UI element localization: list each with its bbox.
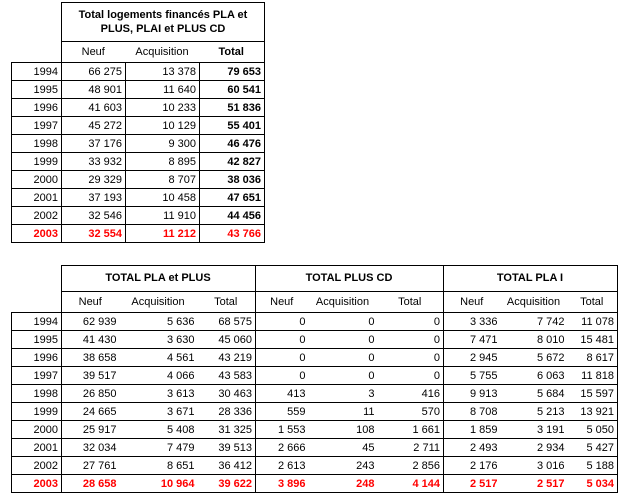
acquisition-cell: 5 408	[120, 421, 198, 439]
total-cell: 43 583	[198, 367, 256, 385]
acquisition-cell: 2 517	[501, 475, 568, 493]
header-total: Total	[200, 42, 265, 63]
neuf-cell: 9 913	[444, 385, 501, 403]
neuf-cell: 24 665	[62, 403, 120, 421]
neuf-cell: 5 755	[444, 367, 501, 385]
acquisition-cell: 10 233	[126, 99, 200, 117]
acquisition-cell: 11 910	[126, 207, 200, 225]
total-cell: 45 060	[198, 331, 256, 349]
total-cell: 4 144	[378, 475, 444, 493]
table-row	[12, 153, 265, 171]
header-acquisition: Acquisition	[120, 292, 198, 313]
neuf-cell: 33 932	[62, 153, 126, 171]
acquisition-cell: 10 964	[120, 475, 198, 493]
neuf-cell: 2 493	[444, 439, 501, 457]
year-cell: 1997	[12, 367, 62, 385]
table-row	[12, 135, 265, 153]
table-row	[12, 99, 265, 117]
total-cell: 38 036	[200, 171, 265, 189]
acquisition-cell: 5 672	[501, 349, 568, 367]
acquisition-cell: 5 213	[501, 403, 568, 421]
neuf-cell: 0	[256, 313, 309, 331]
table-row	[12, 171, 265, 189]
neuf-cell: 7 471	[444, 331, 501, 349]
neuf-cell: 37 176	[62, 135, 126, 153]
total-cell: 5 034	[568, 475, 618, 493]
acquisition-cell: 13 378	[126, 63, 200, 81]
neuf-cell: 27 761	[62, 457, 120, 475]
total-cell: 79 653	[200, 63, 265, 81]
neuf-cell: 32 554	[62, 225, 126, 243]
acquisition-cell: 248	[309, 475, 378, 493]
table-row	[12, 225, 265, 243]
neuf-cell: 32 034	[62, 439, 120, 457]
year-cell: 2000	[12, 171, 62, 189]
total-cell: 68 575	[198, 313, 256, 331]
summary-table	[11, 2, 265, 243]
acquisition-cell: 10 458	[126, 189, 200, 207]
header-total: Total	[568, 292, 618, 313]
total-cell: 43 766	[200, 225, 265, 243]
corner-cell	[12, 266, 62, 292]
neuf-cell: 2 666	[256, 439, 309, 457]
total-cell: 39 513	[198, 439, 256, 457]
neuf-cell: 48 901	[62, 81, 126, 99]
year-cell: 2001	[12, 189, 62, 207]
year-cell: 2003	[12, 475, 62, 493]
acquisition-cell: 0	[309, 313, 378, 331]
acquisition-cell: 9 300	[126, 135, 200, 153]
table-row	[12, 81, 265, 99]
acquisition-cell: 11 212	[126, 225, 200, 243]
total-cell: 55 401	[200, 117, 265, 135]
corner-cell	[12, 42, 62, 63]
year-cell: 2000	[12, 421, 62, 439]
total-cell: 13 921	[568, 403, 618, 421]
total-cell: 44 456	[200, 207, 265, 225]
total-cell: 15 481	[568, 331, 618, 349]
neuf-cell: 3 896	[256, 475, 309, 493]
neuf-cell: 28 658	[62, 475, 120, 493]
total-cell: 28 336	[198, 403, 256, 421]
acquisition-cell: 5 684	[501, 385, 568, 403]
header-acquisition: Acquisition	[501, 292, 568, 313]
table-row	[12, 421, 618, 439]
acquisition-cell: 3 671	[120, 403, 198, 421]
acquisition-cell: 3 191	[501, 421, 568, 439]
neuf-cell: 66 275	[62, 63, 126, 81]
acquisition-cell: 8 651	[120, 457, 198, 475]
header-neuf: Neuf	[62, 42, 126, 63]
table-row	[12, 367, 618, 385]
neuf-cell: 62 939	[62, 313, 120, 331]
total-cell: 36 412	[198, 457, 256, 475]
neuf-cell: 39 517	[62, 367, 120, 385]
neuf-cell: 1 553	[256, 421, 309, 439]
year-cell: 2002	[12, 207, 62, 225]
table-row	[12, 385, 618, 403]
total-cell: 2 856	[378, 457, 444, 475]
table-row	[12, 349, 618, 367]
summary-table-title: Total logements financés PLA et PLUS, PLAI et PLUS CD	[62, 3, 265, 42]
acquisition-cell: 11 640	[126, 81, 200, 99]
neuf-cell: 2 945	[444, 349, 501, 367]
year-cell: 1999	[12, 153, 62, 171]
year-cell: 1998	[12, 385, 62, 403]
neuf-cell: 29 329	[62, 171, 126, 189]
neuf-cell: 559	[256, 403, 309, 421]
total-cell: 0	[378, 331, 444, 349]
total-cell: 51 836	[200, 99, 265, 117]
acquisition-cell: 3	[309, 385, 378, 403]
neuf-cell: 32 546	[62, 207, 126, 225]
neuf-cell: 0	[256, 367, 309, 385]
total-cell: 47 651	[200, 189, 265, 207]
neuf-cell: 37 193	[62, 189, 126, 207]
table-row	[12, 117, 265, 135]
table-row	[12, 313, 618, 331]
total-cell: 11 078	[568, 313, 618, 331]
total-cell: 1 661	[378, 421, 444, 439]
table-row	[12, 331, 618, 349]
acquisition-cell: 0	[309, 349, 378, 367]
total-cell: 5 427	[568, 439, 618, 457]
acquisition-cell: 2 934	[501, 439, 568, 457]
total-cell: 43 219	[198, 349, 256, 367]
neuf-cell: 0	[256, 349, 309, 367]
header-neuf: Neuf	[444, 292, 501, 313]
neuf-cell: 3 336	[444, 313, 501, 331]
total-cell: 416	[378, 385, 444, 403]
acquisition-cell: 10 129	[126, 117, 200, 135]
acquisition-cell: 7 479	[120, 439, 198, 457]
total-cell: 11 818	[568, 367, 618, 385]
acquisition-cell: 4 561	[120, 349, 198, 367]
header-acquisition: Acquisition	[309, 292, 378, 313]
year-cell: 1994	[12, 313, 62, 331]
year-cell: 1995	[12, 331, 62, 349]
total-cell: 8 617	[568, 349, 618, 367]
table-row	[12, 457, 618, 475]
acquisition-cell: 3 630	[120, 331, 198, 349]
acquisition-cell: 108	[309, 421, 378, 439]
total-cell: 30 463	[198, 385, 256, 403]
group-header-plus-cd: TOTAL PLUS CD	[256, 266, 444, 292]
total-cell: 570	[378, 403, 444, 421]
neuf-cell: 8 708	[444, 403, 501, 421]
neuf-cell: 41 603	[62, 99, 126, 117]
year-cell: 1999	[12, 403, 62, 421]
neuf-cell: 1 859	[444, 421, 501, 439]
header-neuf: Neuf	[62, 292, 120, 313]
acquisition-cell: 7 742	[501, 313, 568, 331]
acquisition-cell: 45	[309, 439, 378, 457]
acquisition-cell: 3 613	[120, 385, 198, 403]
neuf-cell: 2 176	[444, 457, 501, 475]
corner-cell	[12, 292, 62, 313]
total-cell: 0	[378, 367, 444, 385]
acquisition-cell: 4 066	[120, 367, 198, 385]
total-cell: 5 188	[568, 457, 618, 475]
total-cell: 60 541	[200, 81, 265, 99]
total-cell: 0	[378, 313, 444, 331]
table-row	[12, 403, 618, 421]
neuf-cell: 413	[256, 385, 309, 403]
header-acquisition: Acquisition	[126, 42, 200, 63]
corner-cell	[12, 3, 62, 42]
table-row	[12, 189, 265, 207]
total-cell: 39 622	[198, 475, 256, 493]
acquisition-cell: 0	[309, 331, 378, 349]
year-cell: 1994	[12, 63, 62, 81]
neuf-cell: 41 430	[62, 331, 120, 349]
year-cell: 2001	[12, 439, 62, 457]
neuf-cell: 0	[256, 331, 309, 349]
total-cell: 15 597	[568, 385, 618, 403]
acquisition-cell: 0	[309, 367, 378, 385]
header-total: Total	[378, 292, 444, 313]
neuf-cell: 2 517	[444, 475, 501, 493]
acquisition-cell: 5 636	[120, 313, 198, 331]
neuf-cell: 38 658	[62, 349, 120, 367]
year-cell: 2002	[12, 457, 62, 475]
table-row	[12, 207, 265, 225]
year-cell: 1996	[12, 349, 62, 367]
group-header-pla-plus: TOTAL PLA et PLUS	[62, 266, 256, 292]
year-cell: 1998	[12, 135, 62, 153]
acquisition-cell: 8 010	[501, 331, 568, 349]
neuf-cell: 25 917	[62, 421, 120, 439]
acquisition-cell: 3 016	[501, 457, 568, 475]
year-cell: 2003	[12, 225, 62, 243]
total-cell: 42 827	[200, 153, 265, 171]
year-cell: 1996	[12, 99, 62, 117]
table-row	[12, 439, 618, 457]
year-cell: 1995	[12, 81, 62, 99]
year-cell: 1997	[12, 117, 62, 135]
group-header-pla-i: TOTAL PLA I	[444, 266, 618, 292]
total-cell: 46 476	[200, 135, 265, 153]
neuf-cell: 45 272	[62, 117, 126, 135]
neuf-cell: 2 613	[256, 457, 309, 475]
header-total: Total	[198, 292, 256, 313]
total-cell: 2 711	[378, 439, 444, 457]
header-neuf: Neuf	[256, 292, 309, 313]
table-row	[12, 475, 618, 493]
total-cell: 31 325	[198, 421, 256, 439]
total-cell: 5 050	[568, 421, 618, 439]
detail-table	[11, 265, 618, 493]
acquisition-cell: 243	[309, 457, 378, 475]
acquisition-cell: 8 895	[126, 153, 200, 171]
neuf-cell: 26 850	[62, 385, 120, 403]
acquisition-cell: 8 707	[126, 171, 200, 189]
acquisition-cell: 11	[309, 403, 378, 421]
total-cell: 0	[378, 349, 444, 367]
acquisition-cell: 6 063	[501, 367, 568, 385]
table-row	[12, 63, 265, 81]
